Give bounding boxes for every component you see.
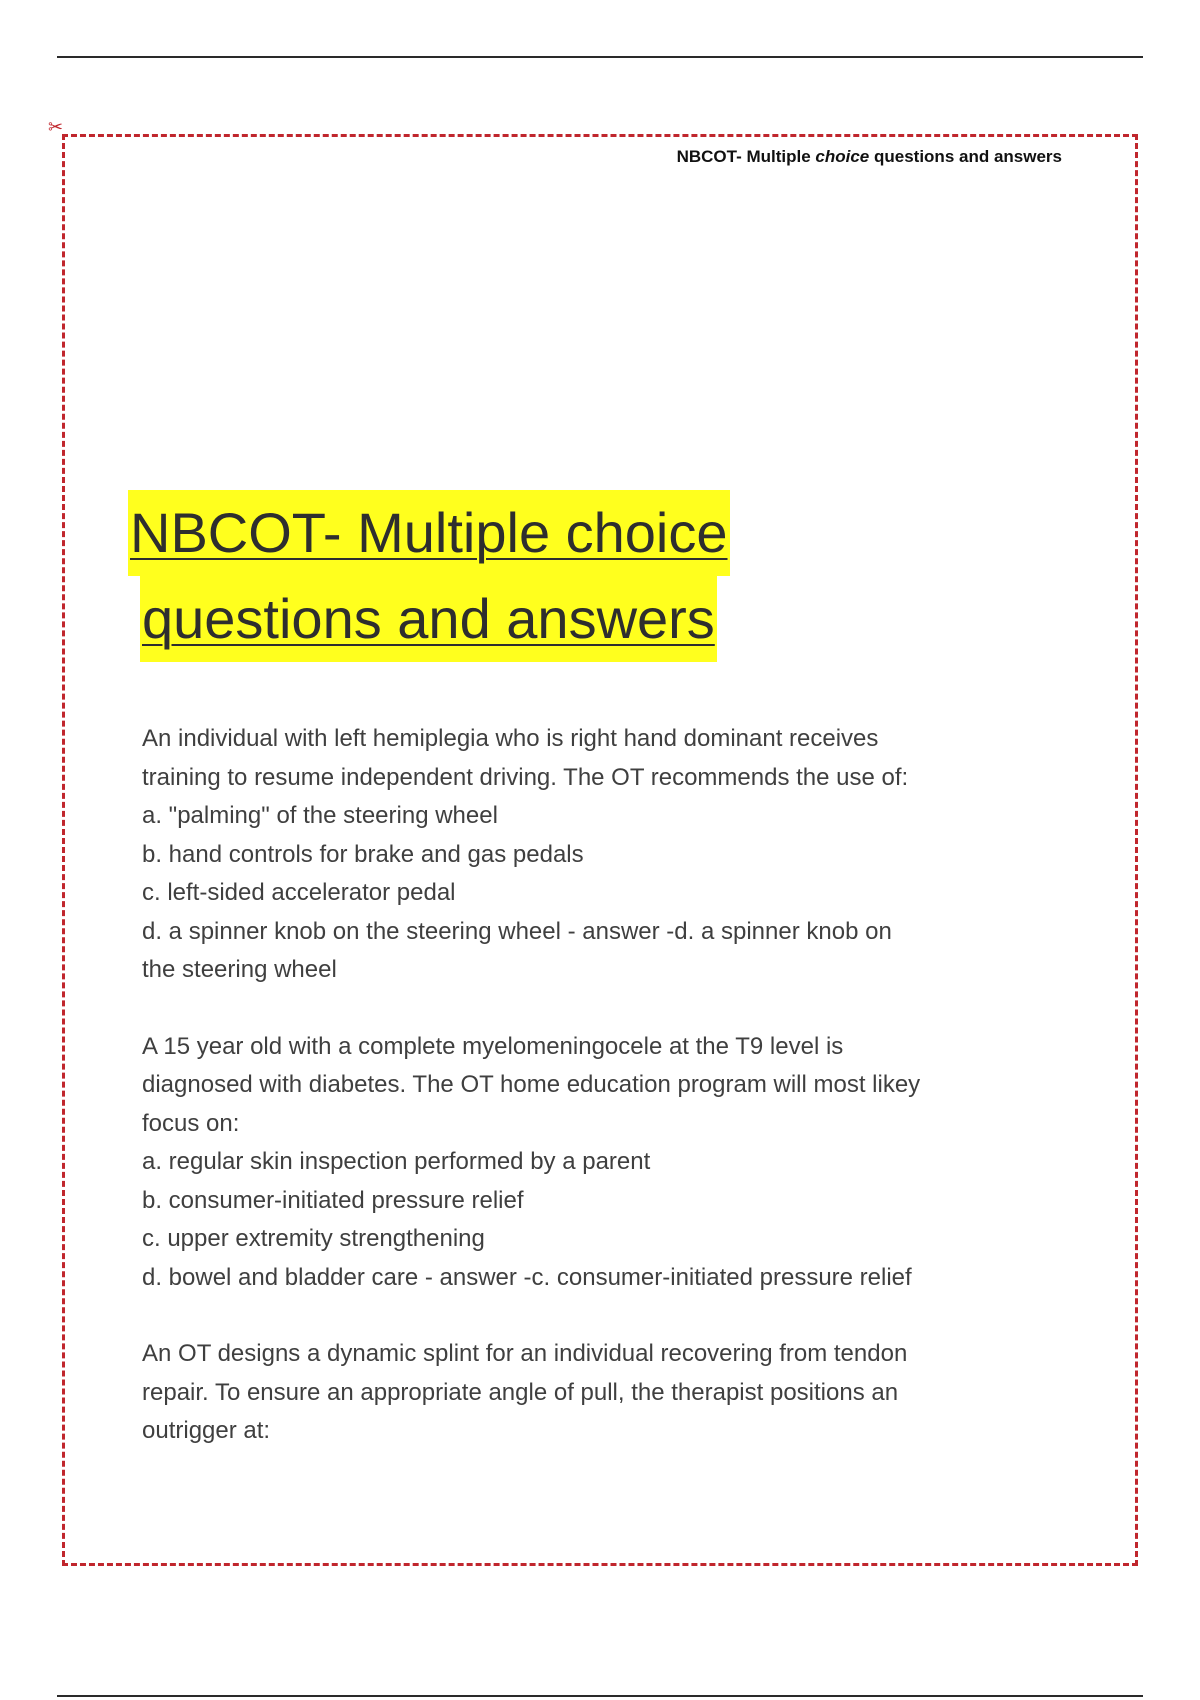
option-line: a. regular skin inspection performed by a parent [142, 1148, 651, 1175]
question-line: A 15 year old with a complete myelomeningocele at the T9 level is [142, 1032, 844, 1060]
page-title [130, 490, 1042, 662]
option-line: c. upper extremity strengthening [142, 1225, 485, 1252]
question-1 [142, 720, 1072, 990]
question-line: An individual with left hemiplegia who is right hand dominant receives [142, 725, 879, 752]
option-line: the steering wheel [142, 956, 337, 983]
option-line: d. a spinner knob on the steering wheel - answer -d. a spinner knob on [142, 917, 892, 945]
option-line: b. consumer-initiated pressure relief [142, 1186, 524, 1214]
scissors-icon: ✂ [48, 117, 64, 137]
title-line-2: questions and answers [140, 576, 717, 662]
header-italic-word: choice [815, 147, 870, 166]
option-line: a. "palming" of the steering wheel [142, 802, 498, 829]
question-line: An OT designs a dynamic splint for an individual recovering from tendon [142, 1340, 908, 1367]
top-rule [57, 56, 1143, 58]
question-line: outrigger at: [142, 1417, 271, 1444]
option-line: d. bowel and bladder care - answer -c. consumer-initiated pressure relief [142, 1263, 912, 1291]
option-line: c. left-sided accelerator pedal [142, 879, 456, 906]
question-line: repair. To ensure an appropriate angle of pull, the therapist positions an [142, 1378, 899, 1406]
question-line: diagnosed with diabetes. The OT home education program will most likey [142, 1071, 921, 1098]
running-header [677, 147, 1062, 167]
question-3 [142, 1335, 1072, 1451]
bottom-rule [57, 1695, 1143, 1697]
option-line: b. hand controls for brake and gas pedals [142, 840, 584, 868]
header-prefix: NBCOT- Multiple [676, 147, 816, 166]
question-list [142, 720, 1072, 1489]
question-line: focus on: [142, 1109, 240, 1137]
question-2 [142, 1028, 1072, 1298]
header-suffix: questions and answers [869, 147, 1062, 166]
question-line: training to resume independent driving. The OT recommends the use of: [142, 763, 909, 791]
title-line-1: NBCOT- Multiple choice [128, 490, 730, 576]
